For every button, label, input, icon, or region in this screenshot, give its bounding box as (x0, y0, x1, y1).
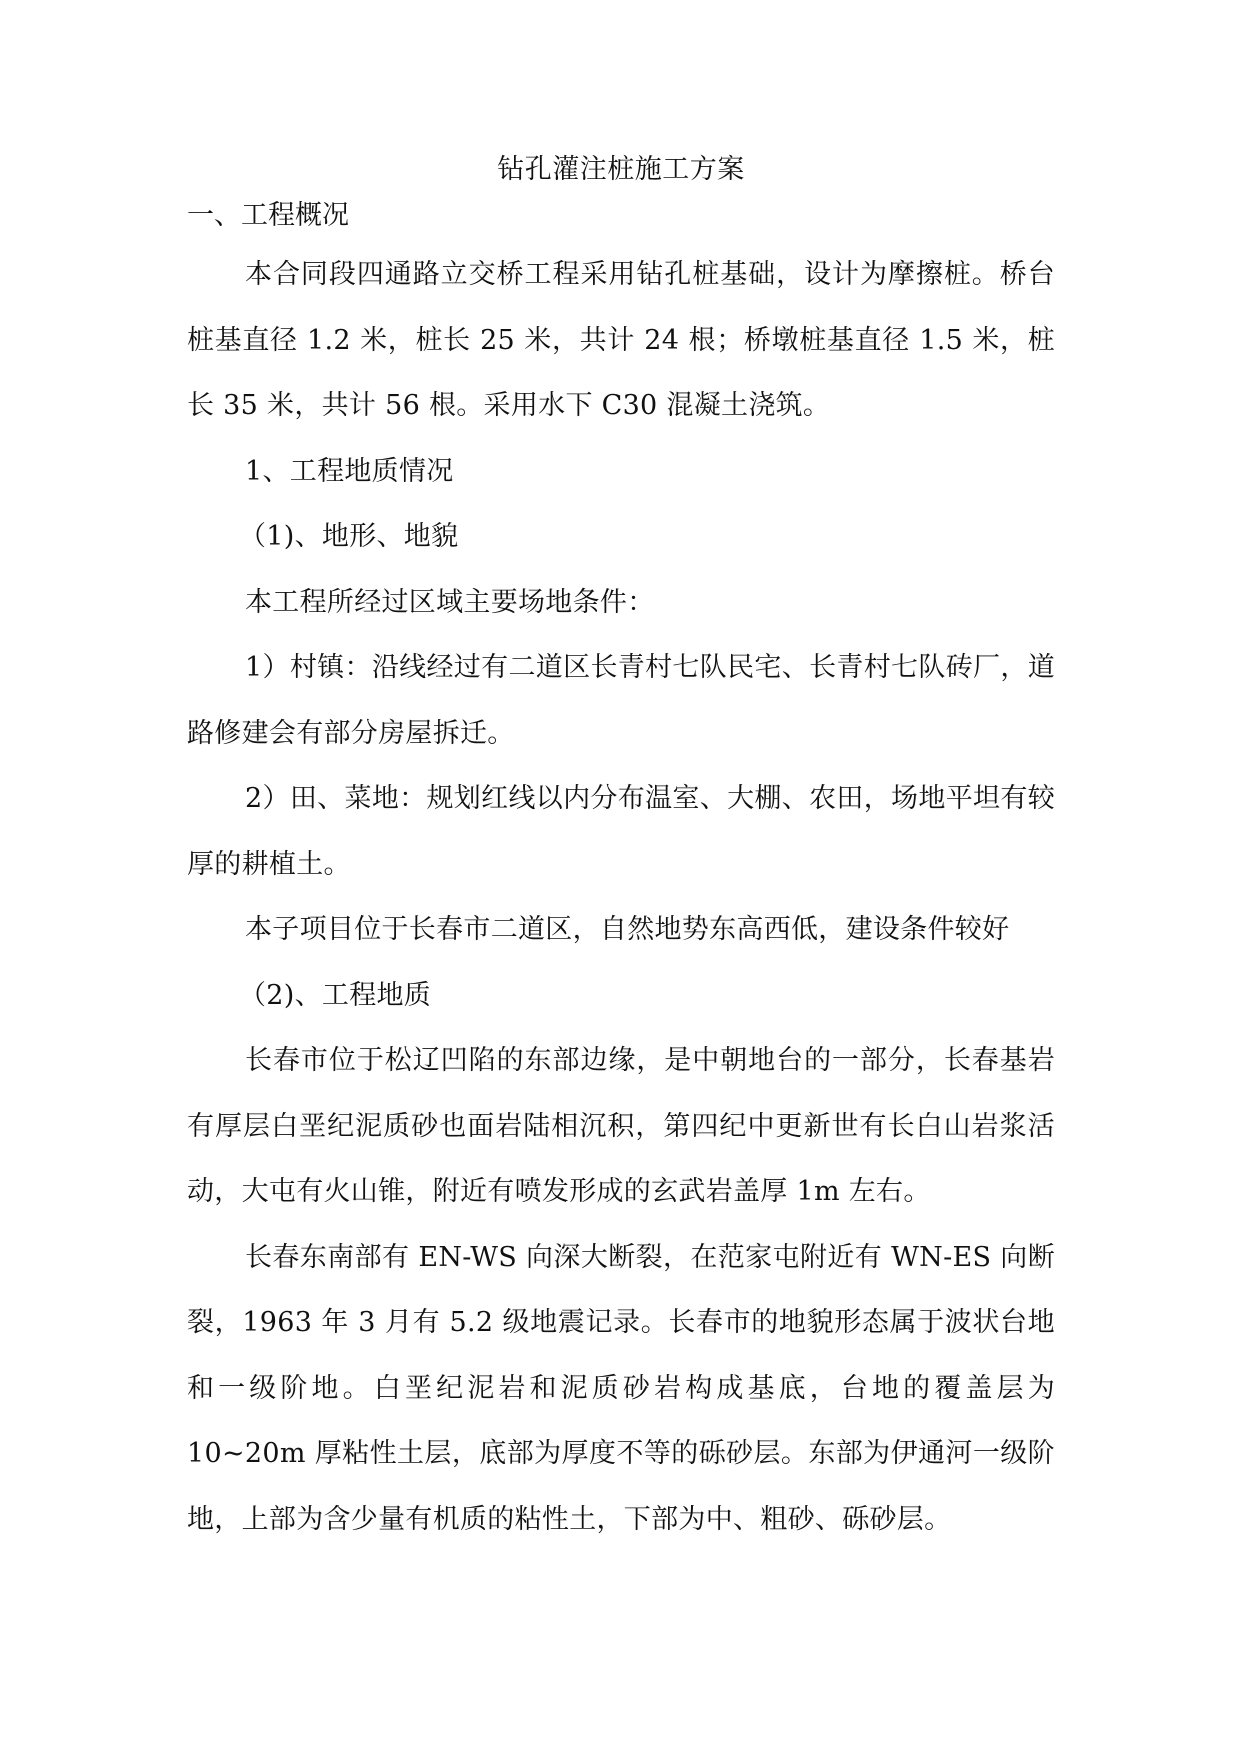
paragraph-faults: 长春东南部有 EN-WS 向深大断裂，在范家屯附近有 WN-ES 向断裂，1963 年 3 月有 5.2 级地震记录。长春市的地貌形态属于波状台地和一级阶地。白垩纪泥岩和泥质砂岩构成基底，台地的覆盖层为 10~20m 厚粘性土层，底部为厚度不等的砾砂层。东部为伊通河一级阶地，上部为含少量有机质的粘性土，下部为中、粗砂、砾砂层。 (187, 1241, 1055, 1535)
paragraph-site-conditions: 本工程所经过区域主要场地条件： (245, 586, 655, 618)
section-heading: 一、工程概况 (187, 200, 349, 231)
subheading-geology: 1、工程地质情况 (245, 455, 454, 487)
document-body (187, 150, 1055, 1552)
subheading-engineering-geology: （2)、工程地质 (239, 979, 432, 1011)
paragraph-bedrock: 长春市位于松辽凹陷的东部边缘，是中朝地台的一部分，长春基岩有厚层白垩纪泥质砂也面岩陆相沉积，第四纪中更新世有长白山岩浆活动，大屯有火山锥，附近有喷发形成的玄武岩盖厚 1m 左右。 (187, 1045, 1055, 1207)
subheading-terrain: （1)、地形、地貌 (239, 521, 459, 552)
paragraph-project-overview: 本合同段四通路立交桥工程采用钻孔桩基础，设计为摩擦桩。桥台桩基直径 1.2 米，桩长 25 米，共计 24 根；桥墩桩基直径 1.5 米，桩长 35 米，共计 56 根。采用水下 C30 混凝土浇筑。 (187, 259, 1055, 421)
paragraph-project-location: 本子项目位于长春市二道区，自然地势东高西低，建设条件较好 (245, 914, 1010, 945)
paragraph-farmland: 2）田、菜地：规划红线以内分布温室、大棚、农田，场地平坦有较厚的耕植土。 (187, 783, 1055, 880)
paragraph-villages: 1）村镇：沿线经过有二道区长青村七队民宅、长青村七队砖厂，道路修建会有部分房屋拆迁。 (187, 652, 1055, 749)
document-title: 钻孔灌注桩施工方案 (497, 154, 745, 185)
